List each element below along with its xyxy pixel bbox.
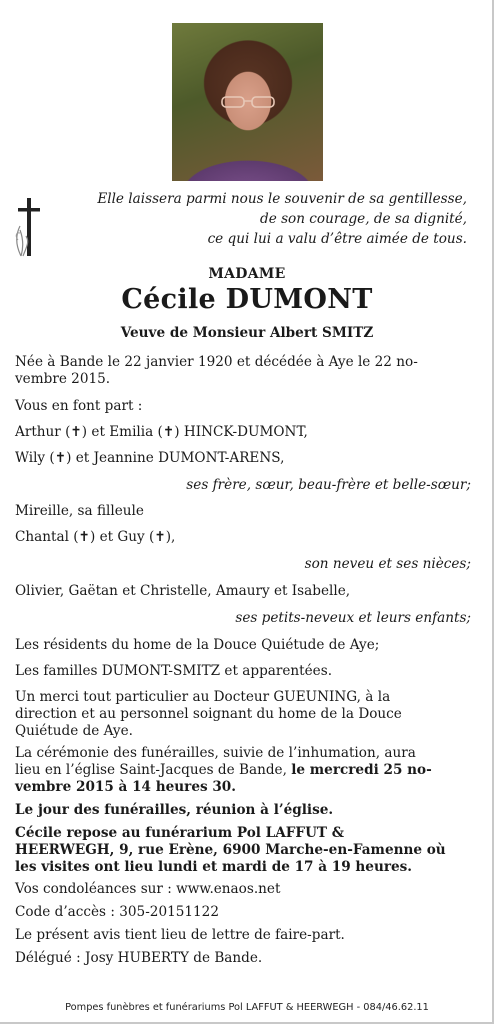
funeral-home-line: HEERWEGH, 9, rue Erène, 6900 Marche-en-Famenne où [15,842,446,858]
ceremony-line [15,762,471,779]
reunion-line: Le jour des funérailles, réunion à l’église. [15,802,334,818]
visiting-hours-line: les visites ont lieu lundi et mardi de 17 à 19 heures. [15,859,413,875]
quote-line: ce qui lui a valu d’être aimée de tous. [207,231,467,247]
family-line: Chantal (✝) et Guy (✝), [15,529,176,545]
family-role-line: ses frère, sœur, beau-frère et belle-sœur; [186,477,471,493]
ceremony-time: vembre 2015 à 14 heures 30. [15,779,236,795]
funeral-home-footer: Pompes funèbres et funérariums Pol LAFFUT & HEERWEGH - 084/46.62.11 [65,1002,429,1013]
announce-line: Vous en font part : [15,398,143,414]
ceremony-date: le mercredi 25 no- [291,762,432,778]
quote-line: de son courage, de sa dignité, [260,211,467,227]
portrait-photo [172,23,323,181]
funeral-home-line: Cécile repose au funérarium Pol LAFFUT & [15,825,345,841]
family-role-line: son neveu et ses nièces; [304,556,471,572]
thanks-line: Quiétude de Aye. [15,723,133,739]
thanks-line: direction et au personnel soignant du home de la Douce [15,706,402,722]
condolences-line: Vos condoléances sur : www.enaos.net [15,881,281,897]
honorific-title: MADAME [208,266,286,282]
family-line: Olivier, Gaëtan et Christelle, Amaury et Isabelle, [15,583,351,599]
glasses-shape [220,95,276,109]
quote-line: Elle laissera parmi nous le souvenir de sa gentillesse, [97,191,467,207]
ceremony-location: lieu en l’église Saint-Jacques de Bande, [15,762,292,778]
family-line: Arthur (✝) et Emilia (✝) HINCK-DUMONT, [15,424,308,440]
residents-line: Les résidents du home de la Douce Quiétude de Aye; [15,637,380,653]
families-line: Les familles DUMONT-SMITZ et apparentées. [15,663,333,679]
birth-line: vembre 2015. [15,371,111,387]
widow-line: Veuve de Monsieur Albert SMITZ [120,325,374,341]
deceased-name: Cécile DUMONT [121,284,373,315]
cross-icon [12,196,48,258]
thanks-line: Un merci tout particulier au Docteur GUEUNING, à la [15,689,391,705]
memorial-quote [67,189,467,249]
birth-line: Née à Bande le 22 janvier 1920 et décédée à Aye le 22 no- [15,354,418,370]
delegate-line: Délégué : Josy HUBERTY de Bande. [15,950,263,966]
family-line: Wily (✝) et Jeannine DUMONT-ARENS, [15,450,285,466]
notice-line: Le présent avis tient lieu de lettre de faire-part. [15,927,345,943]
access-code-line: Code d’accès : 305-20151122 [15,904,219,920]
notice-body [15,347,471,967]
goddaughter-line: Mireille, sa filleule [15,503,144,519]
ceremony-line: La cérémonie des funérailles, suivie de l’inhumation, aura [15,745,416,761]
family-role-line: ses petits-neveux et leurs enfants; [235,610,471,626]
